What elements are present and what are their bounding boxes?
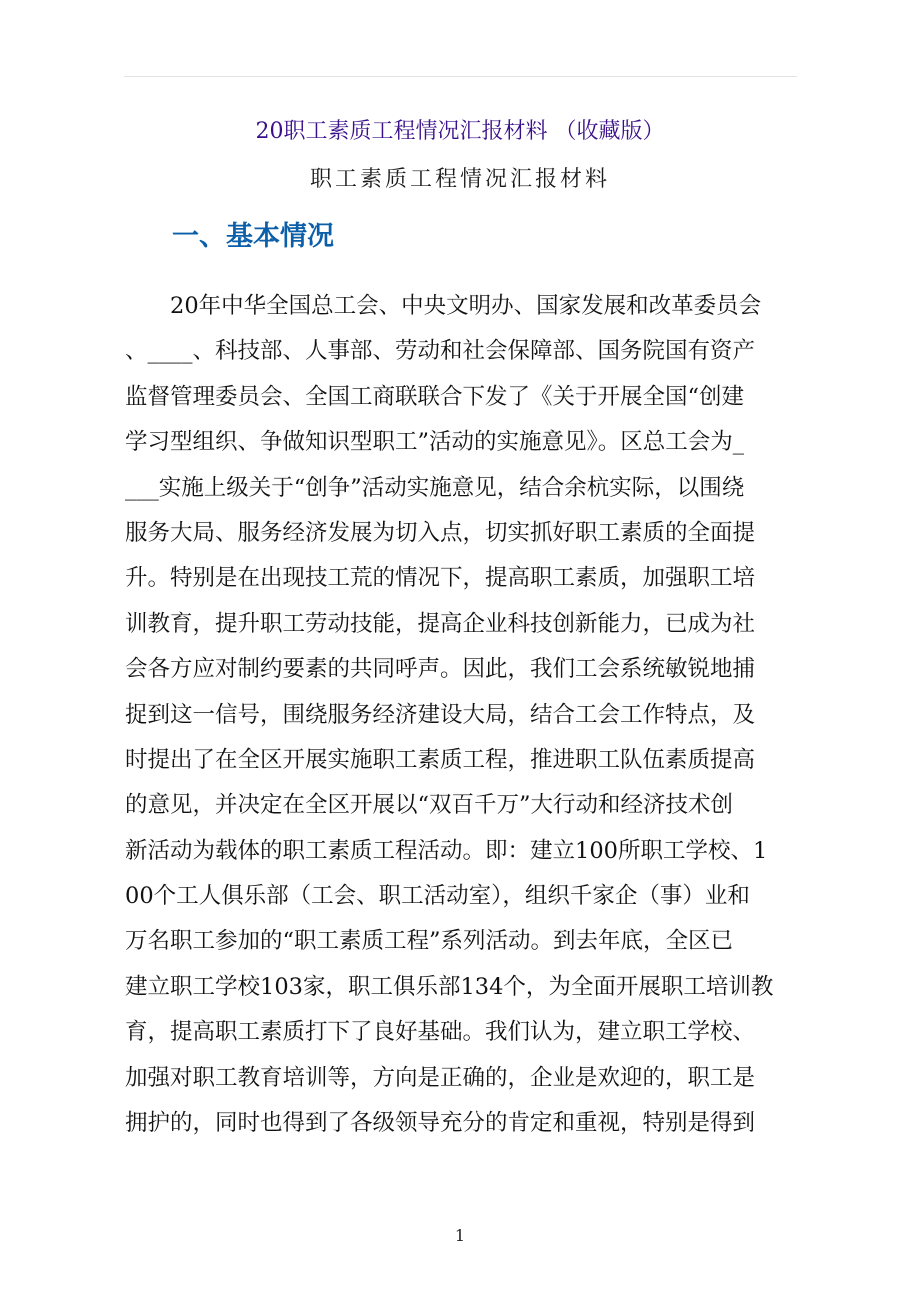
paragraph-line: 00个工人俱乐部（工会、职工活动室），组织千家企（事）业和 [125,883,750,910]
paragraph-line: 学习型组织、争做知识型职工”活动的实施意见》。区总工会为_ [125,429,745,456]
paragraph-line: ___实施上级关于“创争”活动实施意见，结合余杭实际，以围绕 [125,474,745,501]
paragraph-line: 新活动为载体的职工素质工程活动。即：建立100所职工学校、1 [125,837,768,864]
paragraph-line: 、____、科技部、人事部、劳动和社会保障部、国务院国有资产 [125,338,756,365]
page-number: 1 [454,1226,466,1245]
paragraph-line: 捉到这一信号，围绕服务经济建设大局，结合工会工作特点，及 [125,701,756,728]
paragraph-line: 监督管理委员会、全国工商联联合下发了《关于开展全国“创建 [125,383,745,410]
paragraph-line: 育，提高职工素质打下了良好基础。我们认为，建立职工学校、 [125,1019,756,1046]
paragraph-line: 服务大局、服务经济发展为切入点，切实抓好职工素质的全面提 [125,519,756,546]
section-heading: 一、基本情况 [172,221,334,252]
paragraph-line: 加强对职工教育培训等，方向是正确的，企业是欢迎的，职工是 [125,1064,756,1091]
body-paragraph [125,284,805,1146]
document-title: 20职工素质工程情况汇报材料 （收藏版） [255,119,665,144]
paragraph-line: 的意见，并决定在全区开展以“双百千万”大行动和经济技术创 [125,792,734,819]
paragraph-line: 时提出了在全区开展实施职工素质工程，推进职工队伍素质提高 [125,746,756,773]
paragraph-line: 会各方应对制约要素的共同呼声。因此，我们工会系统敏锐地捕 [125,656,756,683]
paragraph-line: 20年中华全国总工会、中央文明办、国家发展和改革委员会 [170,293,762,319]
document-subtitle: 职工素质工程情况汇报材料 [309,167,610,192]
paragraph-line: 万名职工参加的“职工素质工程”系列活动。到去年底，全区已 [125,928,734,955]
paragraph-line: 建立职工学校103家，职工俱乐部134个，为全面开展职工培训教 [125,973,774,1000]
paragraph-line: 拥护的，同时也得到了各级领导充分的肯定和重视，特别是得到 [125,1110,756,1137]
paragraph-line: 训教育，提升职工劳动技能，提高企业科技创新能力，已成为社 [125,610,756,637]
paragraph-line: 升。特别是在出现技工荒的情况下，提高职工素质，加强职工培 [125,565,756,592]
header-rule [124,76,797,77]
